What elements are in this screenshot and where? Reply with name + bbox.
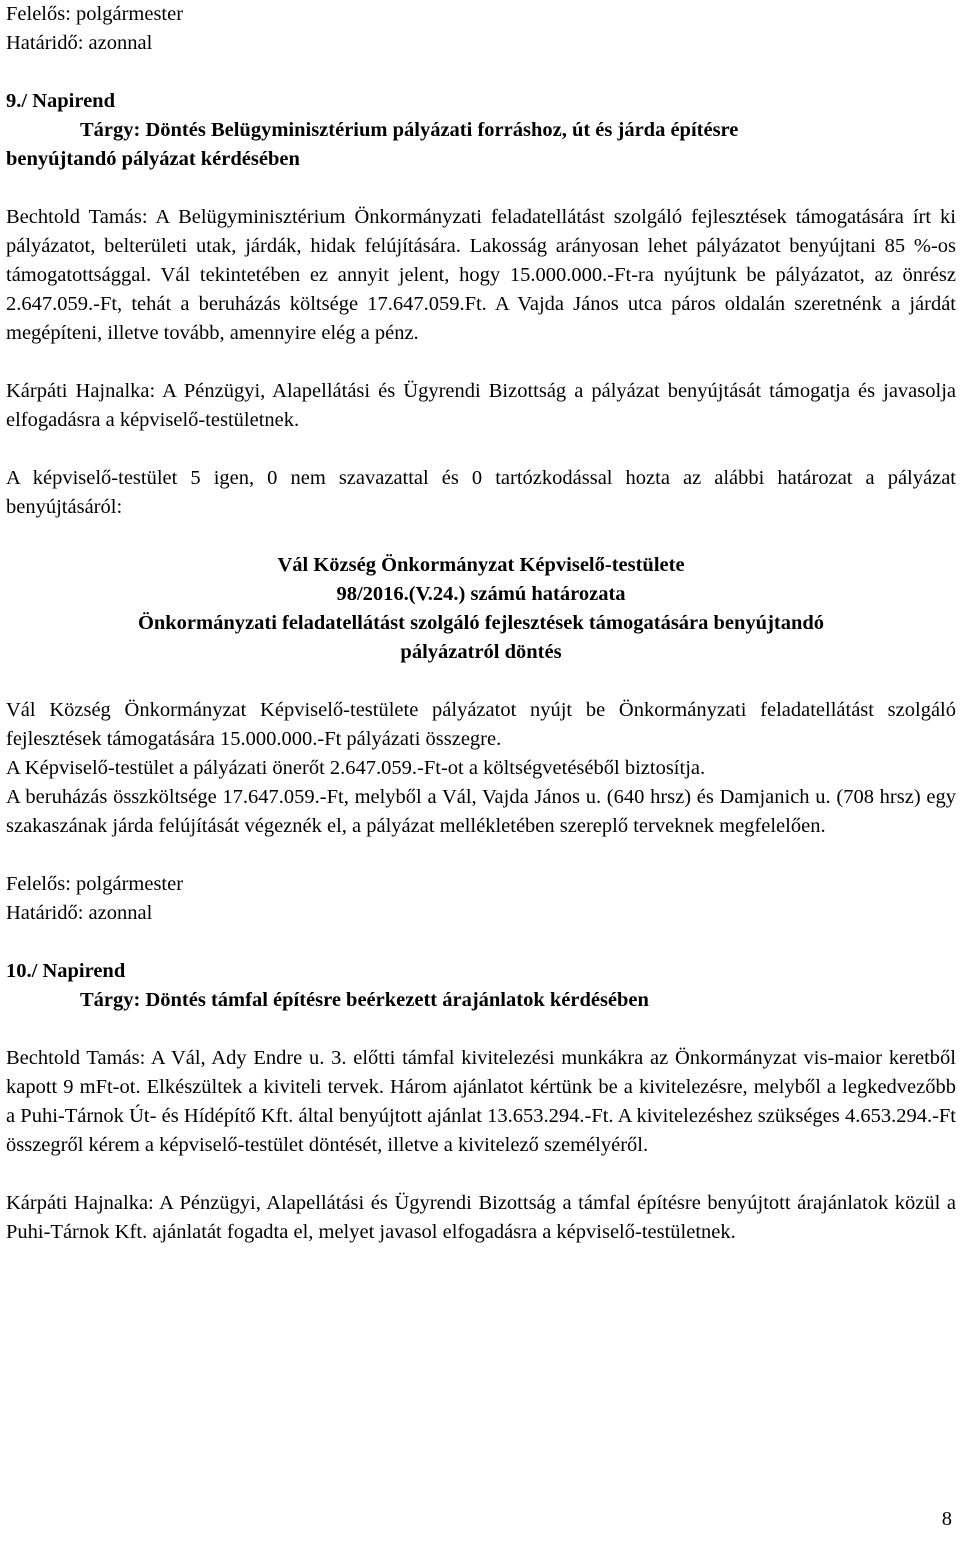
resolution-title-line1: Vál Község Önkormányzat Képviselő-testülete xyxy=(277,554,685,576)
deadline-line: Határidő: azonnal xyxy=(6,902,153,924)
speaker-paragraph: Bechtold Tamás: A Belügyminisztérium Önkormányzati feladatellátást szolgáló fejlesztések támogatására írt ki pályázatot, belterületi utak, járdák, hidak felújítására. Lakosság arányosan lehet pályázatot benyújtani 85 %-os támogatottsággal. Vál tekintetében ez annyit jelent, hogy 15.000.000.-Ft-ra nyújtunk be pályázatot, az önrész 2.647.059.-Ft, tehát a beruházás költsége 17.647.059.Ft. A Vajda János utca páros oldalán szeretnénk a járdát megépíteni, illetve tovább, amennyire elég a pénz. xyxy=(6,206,956,344)
resolution-title-line3: Önkormányzati feladatellátást szolgáló fejlesztések támogatására benyújtandó xyxy=(137,612,825,634)
resolution-text: A Képviselő-testület a pályázati önerőt 2.647.059.-Ft-ot a költségvetéséből biztosítja. xyxy=(6,757,706,779)
deadline-line: Határidő: azonnal xyxy=(6,32,153,54)
page-number: 8 xyxy=(941,1508,952,1530)
responsible-line: Felelős: polgármester xyxy=(6,873,184,895)
committee-paragraph: Kárpáti Hajnalka: A Pénzügyi, Alapellátási és Ügyrendi Bizottság a támfal építésre benyújtott árajánlatok közül a Puhi-Tárnok Kft. ajánlatát fogadta el, melyet javasol elfogadásra a képviselő-testületnek. xyxy=(6,1192,956,1243)
vote-paragraph: A képviselő-testület 5 igen, 0 nem szavazattal és 0 tartózkodással hozta az alábbi határozat a pályázat benyújtásáról: xyxy=(6,467,956,518)
responsible-line: Felelős: polgármester xyxy=(6,3,184,25)
agenda-item-10-heading: 10./ Napirend xyxy=(6,960,126,982)
agenda-item-9-heading: 9./ Napirend xyxy=(6,90,115,112)
resolution-title-line2: 98/2016.(V.24.) számú határozata xyxy=(336,583,626,605)
resolution-text: Vál Község Önkormányzat Képviselő-testülete pályázatot nyújt be Önkormányzati feladatellátást szolgáló fejlesztések támogatására 15.000.000.-Ft pályázati összegre. xyxy=(6,699,956,750)
committee-paragraph: Kárpáti Hajnalka: A Pénzügyi, Alapellátási és Ügyrendi Bizottság a pályázat benyújtását támogatja és javasolja elfogadásra a képviselő-testületnek. xyxy=(6,380,956,431)
document-content xyxy=(6,0,956,1247)
resolution-text: A beruházás összköltsége 17.647.059.-Ft, melyből a Vál, Vajda János u. (640 hrsz) és Damjanich u. (708 hrsz) egy szakaszának járda felújítását végeznék el, a pályázat mellékletében szereplő terveknek megfelelően. xyxy=(6,786,956,837)
agenda-item-9-subject-line1: Tárgy: Döntés Belügyminisztérium pályázati forráshoz, út és járda építésre xyxy=(80,119,739,141)
speaker-paragraph: Bechtold Tamás: A Vál, Ady Endre u. 3. előtti támfal kivitelezési munkákra az Önkormányzat vis-maior keretből kapott 9 mFt-ot. Elkészültek a kiviteli tervek. Három ajánlatot kértünk be a kivitelezésre, melyből a legkedvezőbb a Puhi-Tárnok Út- és Hídépítő Kft. által benyújtott ajánlat 13.653.294.-Ft. A kivitelezéshez szükséges 4.653.294.-Ft összegről kérem a képviselő-testület döntését, illetve a kivitelező személyéről. xyxy=(6,1047,956,1156)
resolution-title-line4: pályázatról döntés xyxy=(400,641,562,663)
agenda-item-9-subject-line2: benyújtandó pályázat kérdésében xyxy=(6,148,300,170)
agenda-item-10-subject: Tárgy: Döntés támfal építésre beérkezett árajánlatok kérdésében xyxy=(80,989,649,1011)
